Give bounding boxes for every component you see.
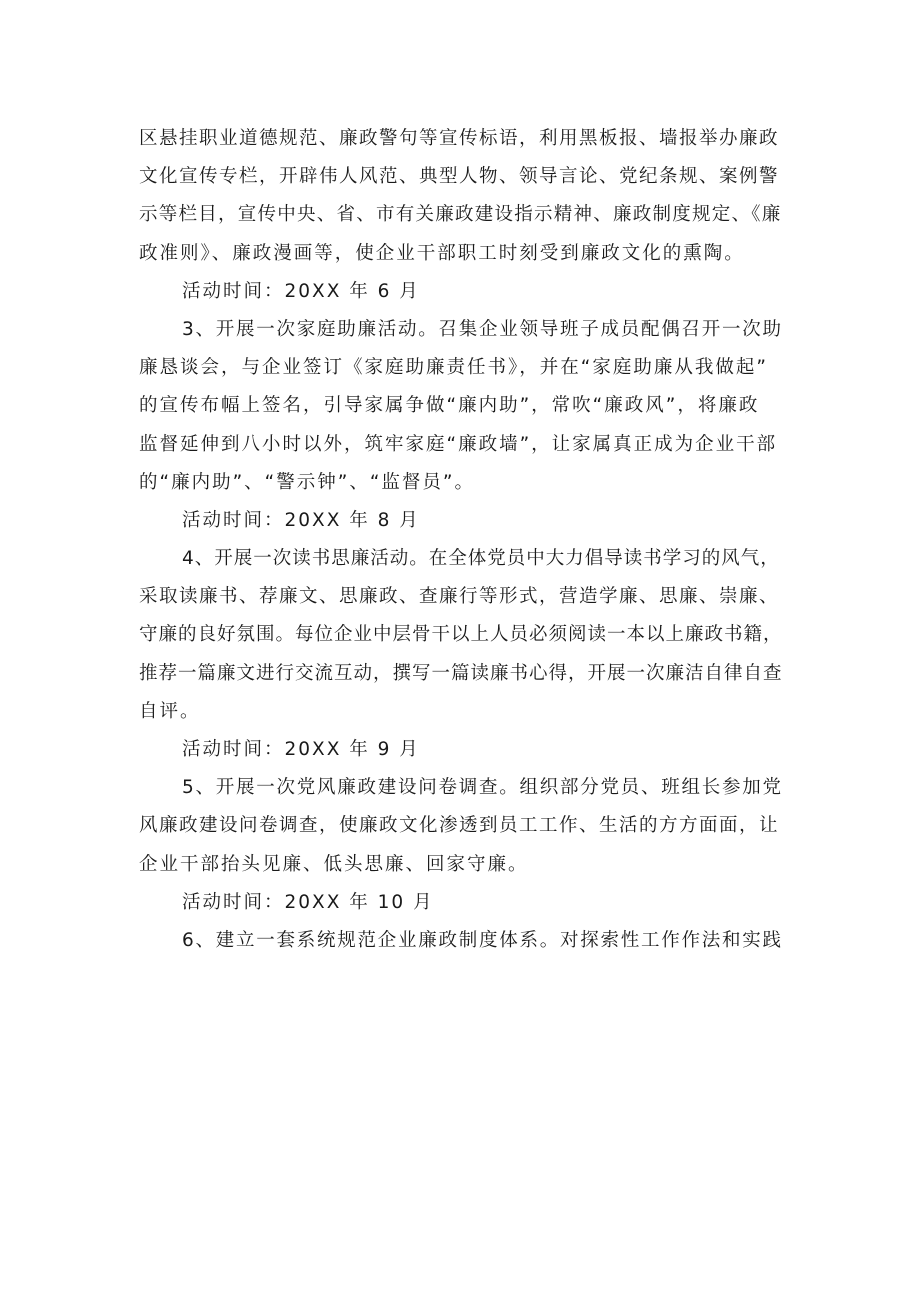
- text-line: 3、开展一次家庭助廉活动。召集企业领导班子成员配偶召开一次助: [182, 318, 783, 340]
- text-line: 文化宣传专栏，开辟伟人风范、典型人物、领导言论、党纪条规、案例警: [139, 166, 780, 188]
- text-line: 廉恳谈会，与企业签订《家庭助廉责任书》，并在“家庭助廉从我做起”: [139, 357, 768, 379]
- text-line: 6、建立一套系统规范企业廉政制度体系。对探索性工作作法和实践: [182, 929, 783, 951]
- text-line: 活动时间：20XX 年 10 月: [182, 891, 434, 913]
- text-line: 的宣传布幅上签名，引导家属争做“廉内助”，常吹“廉政风”，将廉政: [139, 395, 760, 417]
- document-body: [139, 120, 784, 960]
- text-line: 企业干部抬头见廉、低头思廉、回家守廉。: [139, 853, 529, 875]
- text-line: 风廉政建设问卷调查，使廉政文化渗透到员工工作、生活的方方面面，让: [139, 815, 780, 837]
- text-line: 区悬挂职业道德规范、廉政警句等宣传标语，利用黑板报、墙报举办廉政: [139, 128, 780, 149]
- text-line: 示等栏目，宣传中央、省、市有关廉政建设指示精神、廉政制度规定、《廉: [139, 204, 782, 226]
- text-line: 政准则》、廉政漫画等，使企业干部职工时刻受到廉政文化的熏陶。: [139, 242, 745, 264]
- text-line: 4、开展一次读书思廉活动。在全体党员中大力倡导读书学习的风气，: [182, 548, 780, 570]
- text-line: 5、开展一次党风廉政建设问卷调查。组织部分党员、班组长参加党: [182, 777, 783, 799]
- text-line: 的“廉内助”、“警示钟”、“监督员”。: [139, 471, 476, 493]
- text-line: 推荐一篇廉文进行交流互动，撰写一篇读廉书心得，开展一次廉洁自律自查: [139, 662, 783, 684]
- text-line: 活动时间：20XX 年 8 月: [182, 509, 420, 531]
- text-line: 守廉的良好氛围。每位企业中层骨干以上人员必须阅读一本以上廉政书籍，: [139, 624, 783, 646]
- text-line: 监督延伸到八小时以外，筑牢家庭“廉政墙”，让家属真正成为企业干部: [139, 433, 778, 455]
- text-line: 自评。: [139, 700, 201, 722]
- text-line: 活动时间：20XX 年 6 月: [182, 280, 420, 302]
- text-line: 采取读廉书、荐廉文、思廉政、查廉行等形式，营造学廉、思廉、崇廉、: [139, 586, 780, 608]
- text-line: 活动时间：20XX 年 9 月: [182, 739, 420, 760]
